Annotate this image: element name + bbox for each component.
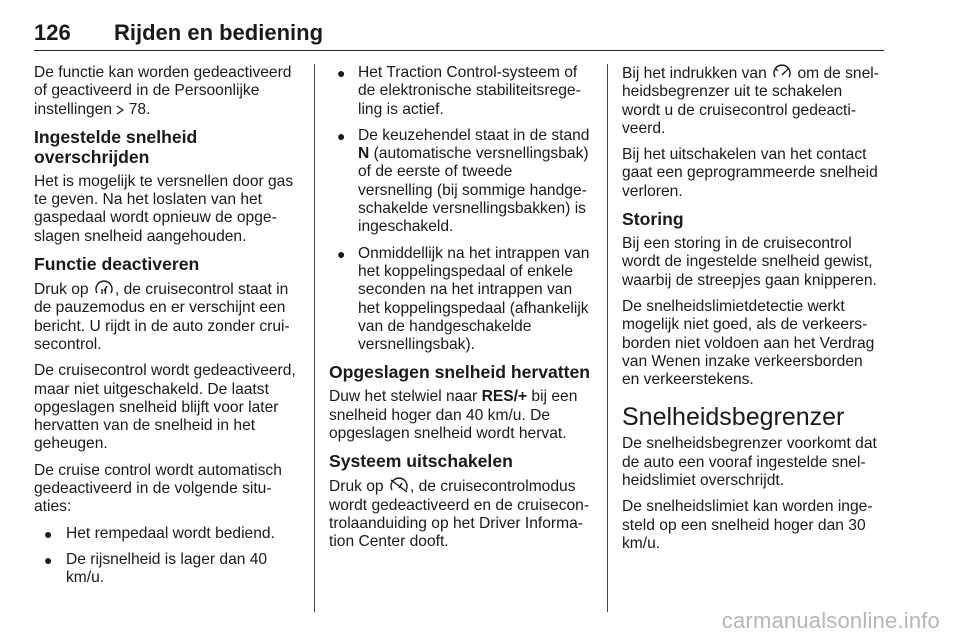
paragraph: De snelheidsbegrenzer voorkomt dat de auto een vooraf ingestelde snelheidslimiet overschrijdt. — [622, 435, 877, 490]
section-heading: Opgeslagen snelheid hervatten — [329, 362, 591, 383]
reference-arrow-icon — [116, 105, 124, 115]
section-heading: Functie deactiveren — [34, 254, 200, 275]
bullet-icon: ● — [337, 65, 346, 81]
paragraph: De cruise control wordt automatisch gedeactiveerd in de volgende situaties: — [34, 461, 282, 516]
page-header — [34, 14, 884, 51]
paragraph: Bij het indrukken van om de snelheidsbegrenzer uit te schakelen wordt u de cruisecontrol gedeactiveerd. — [622, 65, 879, 137]
watermark: carmanualsonline.info — [721, 608, 940, 633]
paragraph: De snelheidslimiet kan worden ingesteld op een snelheid hoger dan 30 km/u. — [622, 498, 873, 552]
bullet-list — [329, 64, 591, 354]
chapter-title: Rijden en bediening — [114, 20, 324, 45]
paragraph: Druk op , de cruisecontrolmodus wordt gedeactiveerd en de cruisecontrolaanduiding op het Driver Information Center dooft. — [329, 478, 590, 551]
section-heading: Systeem uitschakelen — [329, 451, 513, 472]
speed-limiter-icon — [771, 64, 793, 81]
paragraph: De functie kan worden gedeactiveerd of geactiveerd in de Persoonlijke instellingen 78. — [34, 64, 292, 118]
bullet-list — [34, 525, 296, 588]
bullet-icon: ● — [337, 245, 346, 262]
column-1 — [34, 64, 296, 596]
paragraph: Bij het uitschakelen van het contact gaat een geprogrammeerde snelheid verloren. — [622, 146, 878, 200]
bullet-icon: ● — [44, 525, 53, 542]
cruise-pause-icon — [93, 280, 115, 297]
column-3 — [622, 64, 884, 561]
page-number: 126 — [34, 20, 71, 45]
paragraph: Het is mogelijk te versnellen door gas te geven. Na het loslaten van het gaspedaal wordt opnieuw de opgeslagen snelheid aangehouden. — [34, 172, 294, 245]
page-reference-link[interactable]: 78. — [128, 100, 151, 118]
bullet-icon: ● — [44, 551, 53, 568]
list-item: ● De rijsnelheid is lager dan 40 km/u. — [44, 550, 268, 587]
list-item: ● Onmiddellijk na het intrappen van het koppelingspedaal of enkele seconden na het intrappen van het koppelingspedaal (afhankelijk van de handgeschakelde versnellingsbak). — [337, 244, 590, 354]
section-heading: Storing — [622, 209, 684, 230]
paragraph: Bij een storing in de cruisecontrol wordt de ingestelde snelheid gewist, waarbij de streepjes gaan knipperen. — [622, 235, 877, 289]
bullet-icon: ● — [337, 127, 346, 144]
list-item: ● Het rempedaal wordt bediend. — [44, 524, 275, 542]
section-heading: Ingestelde snelheid overschrijden — [34, 126, 198, 167]
chapter-heading: Snelheidsbegrenzer — [622, 403, 845, 432]
column-divider — [314, 64, 315, 612]
paragraph: Duw het stelwiel naar RES/+ bij een snelheid hoger dan 40 km/u. De opgeslagen snelheid wordt hervat. — [329, 388, 578, 443]
column-divider — [607, 64, 608, 612]
cruise-off-icon — [388, 477, 410, 494]
column-2 — [329, 64, 591, 560]
paragraph: Druk op , de cruisecontrol staat in de pauzemodus en er verschijnt een bericht. U rijdt in de auto zonder cruisecontrol. — [34, 281, 290, 353]
paragraph: De snelheidslimietdetectie werkt mogelijk niet goed, als de verkeersborden niet voldoen aan het Verdrag van Wenen inzake verkeersborden en verkeerstekens. — [622, 297, 875, 389]
list-item: ● De keuzehendel staat in de stand N (automatische versnellingsbak) of de eerste of tweede versnelling (bij sommige handgeschakelde versnellingsbakken) is ingeschakeld. — [337, 126, 590, 236]
list-item: ● Het Traction Control-systeem of de elektronische stabiliteitsregeling is actief. — [337, 64, 581, 118]
paragraph: De cruisecontrol wordt gedeactiveerd, maar niet uitgeschakeld. De laatst opgeslagen snelheid blijft voor later hervatten van de snelheid in het geheugen. — [34, 362, 296, 453]
